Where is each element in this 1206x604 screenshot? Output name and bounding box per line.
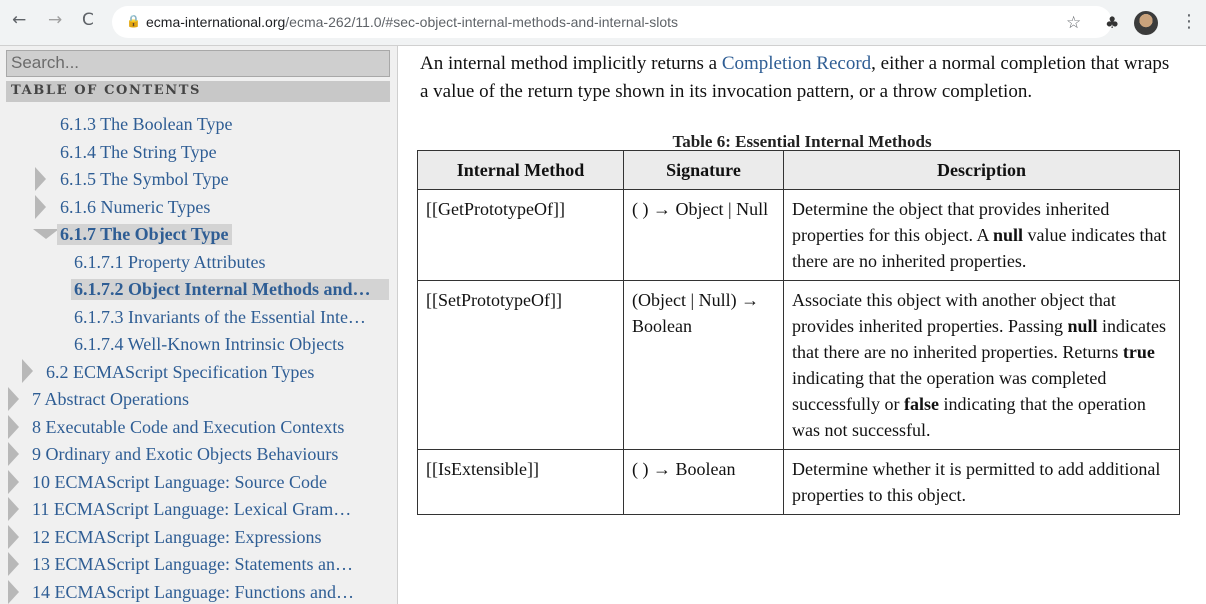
desc-bold: null <box>992 225 1023 245</box>
expand-triangle-icon[interactable] <box>8 470 19 494</box>
toc-item-6-1-6[interactable]: 6.1.6 Numeric Types <box>60 197 211 217</box>
menu-kebab-icon[interactable]: ⋮ <box>1180 11 1198 32</box>
desc-bold: true <box>1122 342 1155 362</box>
desc-text: indicating that the operation was completed successfully or <box>792 368 1107 414</box>
search-input[interactable]: Search... <box>6 50 390 77</box>
expand-triangle-icon[interactable] <box>8 552 19 576</box>
expand-triangle-icon[interactable] <box>8 387 19 411</box>
expand-triangle-icon[interactable] <box>8 415 19 439</box>
url-path: /ecma-262/11.0/#sec-object-internal-methods-and-internal-slots <box>285 14 679 30</box>
expand-triangle-icon[interactable] <box>22 359 33 383</box>
description-cell <box>784 281 1180 450</box>
toc-sidebar <box>0 46 398 604</box>
url-text[interactable] <box>146 14 678 30</box>
toc-item-7[interactable]: 7 Abstract Operations <box>32 389 189 409</box>
toc-item-10[interactable]: 10 ECMAScript Language: Source Code <box>32 472 327 492</box>
toc-item-6-1-7[interactable]: 6.1.7 The Object Type <box>57 224 232 245</box>
collapse-triangle-icon[interactable] <box>33 229 59 239</box>
toc-title: TABLE OF CONTENTS <box>6 81 390 102</box>
essential-internal-methods-table <box>417 150 1180 515</box>
expand-triangle-icon[interactable] <box>35 195 46 219</box>
signature-cell: (Object | Null) → Boolean <box>624 281 784 450</box>
method-cell: [[GetPrototypeOf]] <box>418 190 624 281</box>
intro-text-1: An internal method implicitly returns a <box>420 53 722 74</box>
toc-item-6-1-4[interactable]: 6.1.4 The String Type <box>60 142 217 162</box>
toc-item-9[interactable]: 9 Ordinary and Exotic Objects Behaviours <box>32 444 339 464</box>
table-row <box>418 450 1180 515</box>
address-bar[interactable] <box>112 6 1112 38</box>
toc-item-6-1-7-4[interactable]: 6.1.7.4 Well-Known Intrinsic Objects <box>74 334 345 354</box>
desc-text: indicating that the operation was not successful. <box>792 394 1146 440</box>
desc-bold: false <box>903 394 939 414</box>
toc-item-6-1-7-2[interactable]: 6.1.7.2 Object Internal Methods and… <box>71 279 389 300</box>
expand-triangle-icon[interactable] <box>8 525 19 549</box>
expand-triangle-icon[interactable] <box>8 497 19 521</box>
toc-item-13[interactable]: 13 ECMAScript Language: Statements an… <box>32 554 353 574</box>
back-arrow-icon[interactable]: ← <box>12 10 27 30</box>
completion-record-link[interactable]: Completion Record <box>721 53 872 74</box>
desc-text: Associate this object with another object that provides inherited properties. Passing <box>792 290 1116 336</box>
toc-item-6-1-3[interactable]: 6.1.3 The Boolean Type <box>60 114 233 134</box>
url-domain: ecma-international.org <box>146 14 286 30</box>
desc-text: indicates that there are no inherited properties. Returns <box>792 316 1166 362</box>
reload-icon[interactable]: C <box>82 10 94 30</box>
signature-cell: ( ) → Boolean <box>624 450 784 515</box>
desc-text: value indicates that there are no inherited properties. <box>792 225 1167 271</box>
forward-arrow-icon[interactable]: → <box>48 10 63 30</box>
bookmark-star-icon[interactable]: ☆ <box>1066 13 1082 33</box>
method-cell: [[SetPrototypeOf]] <box>418 281 624 450</box>
spec-content <box>398 46 1206 604</box>
browser-toolbar <box>0 0 1206 46</box>
toc-item-6-1-5[interactable]: 6.1.5 The Symbol Type <box>60 169 229 189</box>
toc-item-11[interactable]: 11 ECMAScript Language: Lexical Gram… <box>32 499 352 519</box>
table-row <box>418 190 1180 281</box>
table-row <box>418 281 1180 450</box>
table-caption: Table 6: Essential Internal Methods <box>672 132 932 151</box>
description-cell <box>784 190 1180 281</box>
desc-text: Determine the object that provides inherited properties for this object. A <box>792 199 1110 245</box>
toc-item-6-1-7-1[interactable]: 6.1.7.1 Property Attributes <box>74 252 266 272</box>
signature-cell: ( ) → Object | Null <box>624 190 784 281</box>
expand-triangle-icon[interactable] <box>35 167 46 191</box>
toc-item-8[interactable]: 8 Executable Code and Execution Contexts <box>32 417 345 437</box>
toc-item-6-1-7-3[interactable]: 6.1.7.3 Invariants of the Essential Inte… <box>74 307 366 327</box>
column-header-method: Internal Method <box>418 151 624 190</box>
toc-item-14[interactable]: 14 ECMAScript Language: Functions and… <box>32 582 354 602</box>
lock-icon: 🔒 <box>126 14 141 28</box>
desc-bold: null <box>1067 316 1098 336</box>
method-cell: [[IsExtensible]] <box>418 450 624 515</box>
description-cell: Determine whether it is permitted to add additional properties to this object. <box>784 450 1180 515</box>
column-header-description: Description <box>784 151 1180 190</box>
toc-item-6-2[interactable]: 6.2 ECMAScript Specification Types <box>46 362 315 382</box>
intro-text-2: , either a normal completion that wraps a value of the return type shown in its invocation pattern, or a throw completion. <box>420 53 1170 102</box>
expand-triangle-icon[interactable] <box>8 442 19 466</box>
toc-item-12[interactable]: 12 ECMAScript Language: Expressions <box>32 527 322 547</box>
column-header-signature: Signature <box>624 151 784 190</box>
profile-avatar[interactable] <box>1134 11 1158 35</box>
intro-paragraph <box>420 50 1180 106</box>
table-header-row <box>418 151 1180 190</box>
extensions-puzzle-icon[interactable]: ♣ <box>1105 13 1120 32</box>
expand-triangle-icon[interactable] <box>8 580 19 604</box>
